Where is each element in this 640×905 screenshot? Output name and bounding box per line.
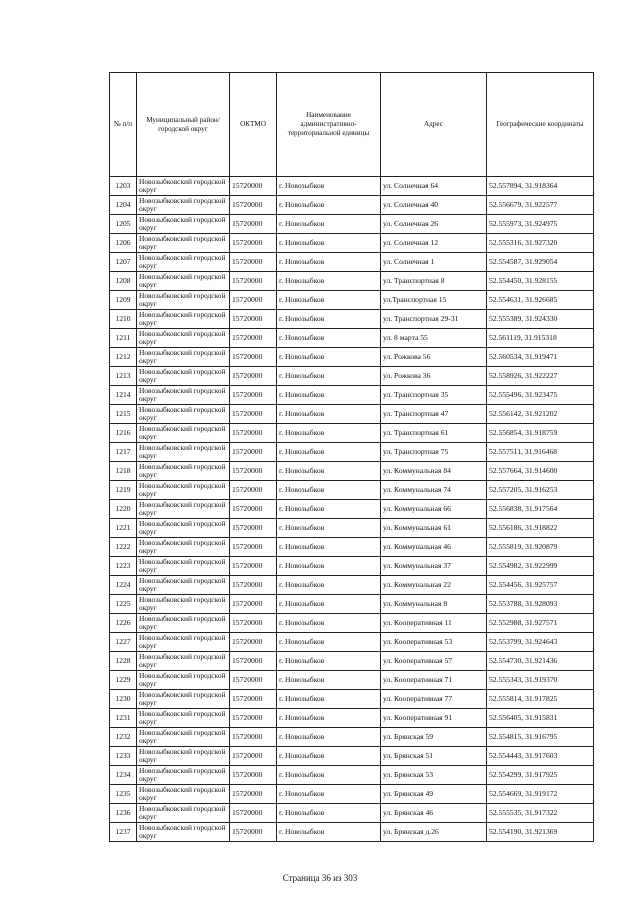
row-address: ул. Коммунальная 37 xyxy=(381,557,487,576)
row-number: 1206 xyxy=(110,234,137,253)
row-coordinates: 52.556679, 31.922577 xyxy=(487,196,594,215)
row-number: 1207 xyxy=(110,253,137,272)
data-table xyxy=(109,72,594,842)
row-coordinates: 52.557664, 31.914600 xyxy=(487,462,594,481)
row-address: ул. Брянская 49 xyxy=(381,785,487,804)
row-municipality: Новозыбковский городской округ xyxy=(137,462,230,481)
table-row xyxy=(110,785,594,804)
row-address: ул. Транспортная 47 xyxy=(381,405,487,424)
row-number: 1211 xyxy=(110,329,137,348)
table-row xyxy=(110,766,594,785)
row-admin-unit: г. Новозыбков xyxy=(277,215,381,234)
row-number: 1209 xyxy=(110,291,137,310)
row-oktmo: 15720000 xyxy=(230,500,277,519)
row-admin-unit: г. Новозыбков xyxy=(277,272,381,291)
row-address: ул. Солнечная 12 xyxy=(381,234,487,253)
row-municipality: Новозыбковский городской округ xyxy=(137,386,230,405)
header-address: Адрес xyxy=(381,73,487,177)
row-number: 1221 xyxy=(110,519,137,538)
row-admin-unit: г. Новозыбков xyxy=(277,405,381,424)
row-address: ул. Солнечная 1 xyxy=(381,253,487,272)
row-coordinates: 52.557511, 31.916468 xyxy=(487,443,594,462)
row-number: 1224 xyxy=(110,576,137,595)
row-address: ул. 8 марта 55 xyxy=(381,329,487,348)
row-admin-unit: г. Новозыбков xyxy=(277,196,381,215)
row-address: ул. Коммунальная 8 xyxy=(381,595,487,614)
row-municipality: Новозыбковский городской округ xyxy=(137,785,230,804)
row-number: 1232 xyxy=(110,728,137,747)
row-address: ул. Коммунальная 61 xyxy=(381,519,487,538)
table-header-row xyxy=(110,73,594,177)
row-address: ул.Транспортная 15 xyxy=(381,291,487,310)
row-coordinates: 52.561119, 31.915318 xyxy=(487,329,594,348)
row-admin-unit: г. Новозыбков xyxy=(277,766,381,785)
row-coordinates: 52.556838, 31.917564 xyxy=(487,500,594,519)
row-coordinates: 52.555973, 31.924975 xyxy=(487,215,594,234)
row-coordinates: 52.555316, 31.927320 xyxy=(487,234,594,253)
row-municipality: Новозыбковский городской округ xyxy=(137,253,230,272)
table-row xyxy=(110,348,594,367)
table-row xyxy=(110,386,594,405)
row-number: 1217 xyxy=(110,443,137,462)
table-row xyxy=(110,652,594,671)
row-number: 1213 xyxy=(110,367,137,386)
row-coordinates: 52.558926, 31.922227 xyxy=(487,367,594,386)
row-municipality: Новозыбковский городской округ xyxy=(137,766,230,785)
table-row xyxy=(110,367,594,386)
row-admin-unit: г. Новозыбков xyxy=(277,728,381,747)
row-address: ул. Транспортная 61 xyxy=(381,424,487,443)
row-municipality: Новозыбковский городской округ xyxy=(137,538,230,557)
row-number: 1203 xyxy=(110,177,137,196)
row-coordinates: 52.555814, 31.917825 xyxy=(487,690,594,709)
row-admin-unit: г. Новозыбков xyxy=(277,481,381,500)
row-number: 1205 xyxy=(110,215,137,234)
row-oktmo: 15720000 xyxy=(230,614,277,633)
table-row xyxy=(110,709,594,728)
table-row xyxy=(110,633,594,652)
row-admin-unit: г. Новозыбков xyxy=(277,671,381,690)
row-admin-unit: г. Новозыбков xyxy=(277,804,381,823)
row-coordinates: 52.552988, 31.927571 xyxy=(487,614,594,633)
row-coordinates: 52.557205, 31.916253 xyxy=(487,481,594,500)
row-oktmo: 15720000 xyxy=(230,348,277,367)
table-row xyxy=(110,690,594,709)
row-number: 1229 xyxy=(110,671,137,690)
row-municipality: Новозыбковский городской округ xyxy=(137,595,230,614)
row-municipality: Новозыбковский городской округ xyxy=(137,443,230,462)
row-oktmo: 15720000 xyxy=(230,785,277,804)
row-number: 1228 xyxy=(110,652,137,671)
row-admin-unit: г. Новозыбков xyxy=(277,348,381,367)
row-oktmo: 15720000 xyxy=(230,652,277,671)
row-oktmo: 15720000 xyxy=(230,519,277,538)
row-admin-unit: г. Новозыбков xyxy=(277,614,381,633)
row-oktmo: 15720000 xyxy=(230,709,277,728)
row-municipality: Новозыбковский городской округ xyxy=(137,310,230,329)
row-coordinates: 52.556142, 31.921202 xyxy=(487,405,594,424)
table-row xyxy=(110,215,594,234)
row-admin-unit: г. Новозыбков xyxy=(277,367,381,386)
row-address: ул. Транспортная 75 xyxy=(381,443,487,462)
row-coordinates: 52.555389, 31.924330 xyxy=(487,310,594,329)
row-coordinates: 52.554456, 31.925757 xyxy=(487,576,594,595)
row-oktmo: 15720000 xyxy=(230,329,277,348)
row-oktmo: 15720000 xyxy=(230,367,277,386)
row-municipality: Новозыбковский городской округ xyxy=(137,576,230,595)
row-admin-unit: г. Новозыбков xyxy=(277,747,381,766)
row-municipality: Новозыбковский городской округ xyxy=(137,177,230,196)
row-municipality: Новозыбковский городской округ xyxy=(137,215,230,234)
row-municipality: Новозыбковский городской округ xyxy=(137,633,230,652)
row-coordinates: 52.555343, 31.919370 xyxy=(487,671,594,690)
row-coordinates: 52.556186, 31.918822 xyxy=(487,519,594,538)
table-row xyxy=(110,462,594,481)
header-coordinates: Географические координаты xyxy=(487,73,594,177)
table-row xyxy=(110,424,594,443)
row-oktmo: 15720000 xyxy=(230,215,277,234)
row-coordinates: 52.555535, 31.917322 xyxy=(487,804,594,823)
row-oktmo: 15720000 xyxy=(230,196,277,215)
row-number: 1225 xyxy=(110,595,137,614)
row-coordinates: 52.554631, 31.926685 xyxy=(487,291,594,310)
row-admin-unit: г. Новозыбков xyxy=(277,576,381,595)
row-address: ул. Солнечная 26 xyxy=(381,215,487,234)
row-coordinates: 52.554669, 31.919172 xyxy=(487,785,594,804)
row-address: ул. Коммунальная 46 xyxy=(381,538,487,557)
row-address: ул. Кооперативная 71 xyxy=(381,671,487,690)
row-admin-unit: г. Новозыбков xyxy=(277,785,381,804)
row-municipality: Новозыбковский городской округ xyxy=(137,671,230,690)
row-municipality: Новозыбковский городской округ xyxy=(137,500,230,519)
row-admin-unit: г. Новозыбков xyxy=(277,652,381,671)
row-number: 1215 xyxy=(110,405,137,424)
row-coordinates: 52.554815, 31.916795 xyxy=(487,728,594,747)
row-coordinates: 52.555819, 31.920879 xyxy=(487,538,594,557)
row-admin-unit: г. Новозыбков xyxy=(277,823,381,842)
table-row xyxy=(110,272,594,291)
row-oktmo: 15720000 xyxy=(230,538,277,557)
row-number: 1204 xyxy=(110,196,137,215)
row-number: 1212 xyxy=(110,348,137,367)
table-row xyxy=(110,443,594,462)
row-coordinates: 52.556854, 31.918759 xyxy=(487,424,594,443)
row-address: ул. Солнечная 64 xyxy=(381,177,487,196)
row-municipality: Новозыбковский городской округ xyxy=(137,614,230,633)
row-number: 1226 xyxy=(110,614,137,633)
row-oktmo: 15720000 xyxy=(230,766,277,785)
row-municipality: Новозыбковский городской округ xyxy=(137,747,230,766)
row-address: ул. Кооперативная 57 xyxy=(381,652,487,671)
table-row xyxy=(110,728,594,747)
row-municipality: Новозыбковский городской округ xyxy=(137,823,230,842)
table-body xyxy=(110,177,594,842)
row-address: ул. Транспортная 29-31 xyxy=(381,310,487,329)
table-row xyxy=(110,177,594,196)
row-oktmo: 15720000 xyxy=(230,576,277,595)
row-oktmo: 15720000 xyxy=(230,272,277,291)
row-number: 1220 xyxy=(110,500,137,519)
row-oktmo: 15720000 xyxy=(230,804,277,823)
row-address: ул. Рожкова 56 xyxy=(381,348,487,367)
table-row xyxy=(110,405,594,424)
row-coordinates: 52.560534, 31.919471 xyxy=(487,348,594,367)
table-row xyxy=(110,576,594,595)
row-oktmo: 15720000 xyxy=(230,823,277,842)
row-number: 1234 xyxy=(110,766,137,785)
table-row xyxy=(110,329,594,348)
row-address: ул. Кооперативная 77 xyxy=(381,690,487,709)
table-row xyxy=(110,500,594,519)
row-admin-unit: г. Новозыбков xyxy=(277,709,381,728)
row-municipality: Новозыбковский городской округ xyxy=(137,196,230,215)
row-coordinates: 52.554299, 31.917925 xyxy=(487,766,594,785)
row-number: 1230 xyxy=(110,690,137,709)
row-oktmo: 15720000 xyxy=(230,633,277,652)
row-oktmo: 15720000 xyxy=(230,291,277,310)
row-municipality: Новозыбковский городской округ xyxy=(137,652,230,671)
row-oktmo: 15720000 xyxy=(230,424,277,443)
row-municipality: Новозыбковский городской округ xyxy=(137,728,230,747)
header-municipality: Муниципальный район/городской округ xyxy=(137,73,230,177)
row-number: 1218 xyxy=(110,462,137,481)
row-address: ул. Рожкова 36 xyxy=(381,367,487,386)
row-admin-unit: г. Новозыбков xyxy=(277,500,381,519)
row-municipality: Новозыбковский городской округ xyxy=(137,234,230,253)
row-municipality: Новозыбковский городской округ xyxy=(137,367,230,386)
row-coordinates: 52.555496, 31.923475 xyxy=(487,386,594,405)
row-admin-unit: г. Новозыбков xyxy=(277,538,381,557)
row-number: 1231 xyxy=(110,709,137,728)
row-address: ул. Транспортная 35 xyxy=(381,386,487,405)
row-coordinates: 52.557894, 31.918364 xyxy=(487,177,594,196)
row-address: ул. Брянская д.26 xyxy=(381,823,487,842)
row-oktmo: 15720000 xyxy=(230,690,277,709)
table-row xyxy=(110,481,594,500)
table-row xyxy=(110,519,594,538)
row-number: 1216 xyxy=(110,424,137,443)
row-municipality: Новозыбковский городской округ xyxy=(137,557,230,576)
row-admin-unit: г. Новозыбков xyxy=(277,386,381,405)
row-municipality: Новозыбковский городской округ xyxy=(137,424,230,443)
row-admin-unit: г. Новозыбков xyxy=(277,462,381,481)
row-coordinates: 52.556405, 31.915831 xyxy=(487,709,594,728)
row-number: 1236 xyxy=(110,804,137,823)
row-admin-unit: г. Новозыбков xyxy=(277,424,381,443)
row-address: ул. Кооперативная 11 xyxy=(381,614,487,633)
row-address: ул. Солнечная 40 xyxy=(381,196,487,215)
row-oktmo: 15720000 xyxy=(230,253,277,272)
row-municipality: Новозыбковский городской округ xyxy=(137,804,230,823)
row-oktmo: 15720000 xyxy=(230,405,277,424)
row-admin-unit: г. Новозыбков xyxy=(277,690,381,709)
row-admin-unit: г. Новозыбков xyxy=(277,234,381,253)
table-row xyxy=(110,595,594,614)
row-address: ул. Брянская 46 xyxy=(381,804,487,823)
row-oktmo: 15720000 xyxy=(230,728,277,747)
table-row xyxy=(110,291,594,310)
row-oktmo: 15720000 xyxy=(230,481,277,500)
row-oktmo: 15720000 xyxy=(230,177,277,196)
table-row xyxy=(110,234,594,253)
table-row xyxy=(110,196,594,215)
row-municipality: Новозыбковский городской округ xyxy=(137,690,230,709)
row-address: ул. Брянская 53 xyxy=(381,766,487,785)
table-row xyxy=(110,538,594,557)
row-admin-unit: г. Новозыбков xyxy=(277,310,381,329)
row-municipality: Новозыбковский городской округ xyxy=(137,291,230,310)
row-address: ул. Кооперативная 91 xyxy=(381,709,487,728)
row-number: 1237 xyxy=(110,823,137,842)
row-number: 1214 xyxy=(110,386,137,405)
row-number: 1222 xyxy=(110,538,137,557)
row-address: ул. Коммунальная 84 xyxy=(381,462,487,481)
row-coordinates: 52.553788, 31.928093 xyxy=(487,595,594,614)
row-coordinates: 52.554982, 31.922999 xyxy=(487,557,594,576)
header-oktmo: ОКТМО xyxy=(230,73,277,177)
row-coordinates: 52.554587, 31.929054 xyxy=(487,253,594,272)
header-admin-unit: Наименование административно-территориальной единицы xyxy=(277,73,381,177)
row-admin-unit: г. Новозыбков xyxy=(277,253,381,272)
row-admin-unit: г. Новозыбков xyxy=(277,443,381,462)
row-coordinates: 52.554730, 31.921436 xyxy=(487,652,594,671)
row-admin-unit: г. Новозыбков xyxy=(277,633,381,652)
row-oktmo: 15720000 xyxy=(230,234,277,253)
row-oktmo: 15720000 xyxy=(230,747,277,766)
row-address: ул. Брянская 51 xyxy=(381,747,487,766)
table-row xyxy=(110,671,594,690)
row-oktmo: 15720000 xyxy=(230,443,277,462)
table-row xyxy=(110,823,594,842)
row-admin-unit: г. Новозыбков xyxy=(277,329,381,348)
row-municipality: Новозыбковский городской округ xyxy=(137,519,230,538)
row-admin-unit: г. Новозыбков xyxy=(277,519,381,538)
row-oktmo: 15720000 xyxy=(230,595,277,614)
row-number: 1233 xyxy=(110,747,137,766)
row-municipality: Новозыбковский городской округ xyxy=(137,272,230,291)
row-admin-unit: г. Новозыбков xyxy=(277,291,381,310)
table-row xyxy=(110,557,594,576)
row-address: ул. Коммунальная 66 xyxy=(381,500,487,519)
row-address: ул. Коммунальная 74 xyxy=(381,481,487,500)
row-oktmo: 15720000 xyxy=(230,462,277,481)
table-row xyxy=(110,614,594,633)
header-number: № п/п xyxy=(110,73,137,177)
row-oktmo: 15720000 xyxy=(230,386,277,405)
row-admin-unit: г. Новозыбков xyxy=(277,177,381,196)
row-address: ул. Транспортная 8 xyxy=(381,272,487,291)
row-coordinates: 52.554450, 31.928155 xyxy=(487,272,594,291)
row-municipality: Новозыбковский городской округ xyxy=(137,481,230,500)
row-coordinates: 52.553799, 31.924643 xyxy=(487,633,594,652)
row-oktmo: 15720000 xyxy=(230,557,277,576)
page-number: Страница 36 из 303 xyxy=(282,873,358,883)
row-admin-unit: г. Новозыбков xyxy=(277,595,381,614)
row-number: 1210 xyxy=(110,310,137,329)
table-row xyxy=(110,804,594,823)
row-admin-unit: г. Новозыбков xyxy=(277,557,381,576)
row-number: 1208 xyxy=(110,272,137,291)
row-address: ул. Кооперативная 53 xyxy=(381,633,487,652)
row-municipality: Новозыбковский городской округ xyxy=(137,405,230,424)
row-coordinates: 52.554190, 31.921369 xyxy=(487,823,594,842)
row-number: 1223 xyxy=(110,557,137,576)
table-row xyxy=(110,253,594,272)
row-number: 1235 xyxy=(110,785,137,804)
row-oktmo: 15720000 xyxy=(230,671,277,690)
row-municipality: Новозыбковский городской округ xyxy=(137,329,230,348)
row-municipality: Новозыбковский городской округ xyxy=(137,709,230,728)
row-number: 1219 xyxy=(110,481,137,500)
table-row xyxy=(110,747,594,766)
row-oktmo: 15720000 xyxy=(230,310,277,329)
row-address: ул. Коммунальная 22 xyxy=(381,576,487,595)
row-number: 1227 xyxy=(110,633,137,652)
table-row xyxy=(110,310,594,329)
row-municipality: Новозыбковский городской округ xyxy=(137,348,230,367)
row-address: ул. Брянская 59 xyxy=(381,728,487,747)
row-coordinates: 52.554443, 31.917603 xyxy=(487,747,594,766)
